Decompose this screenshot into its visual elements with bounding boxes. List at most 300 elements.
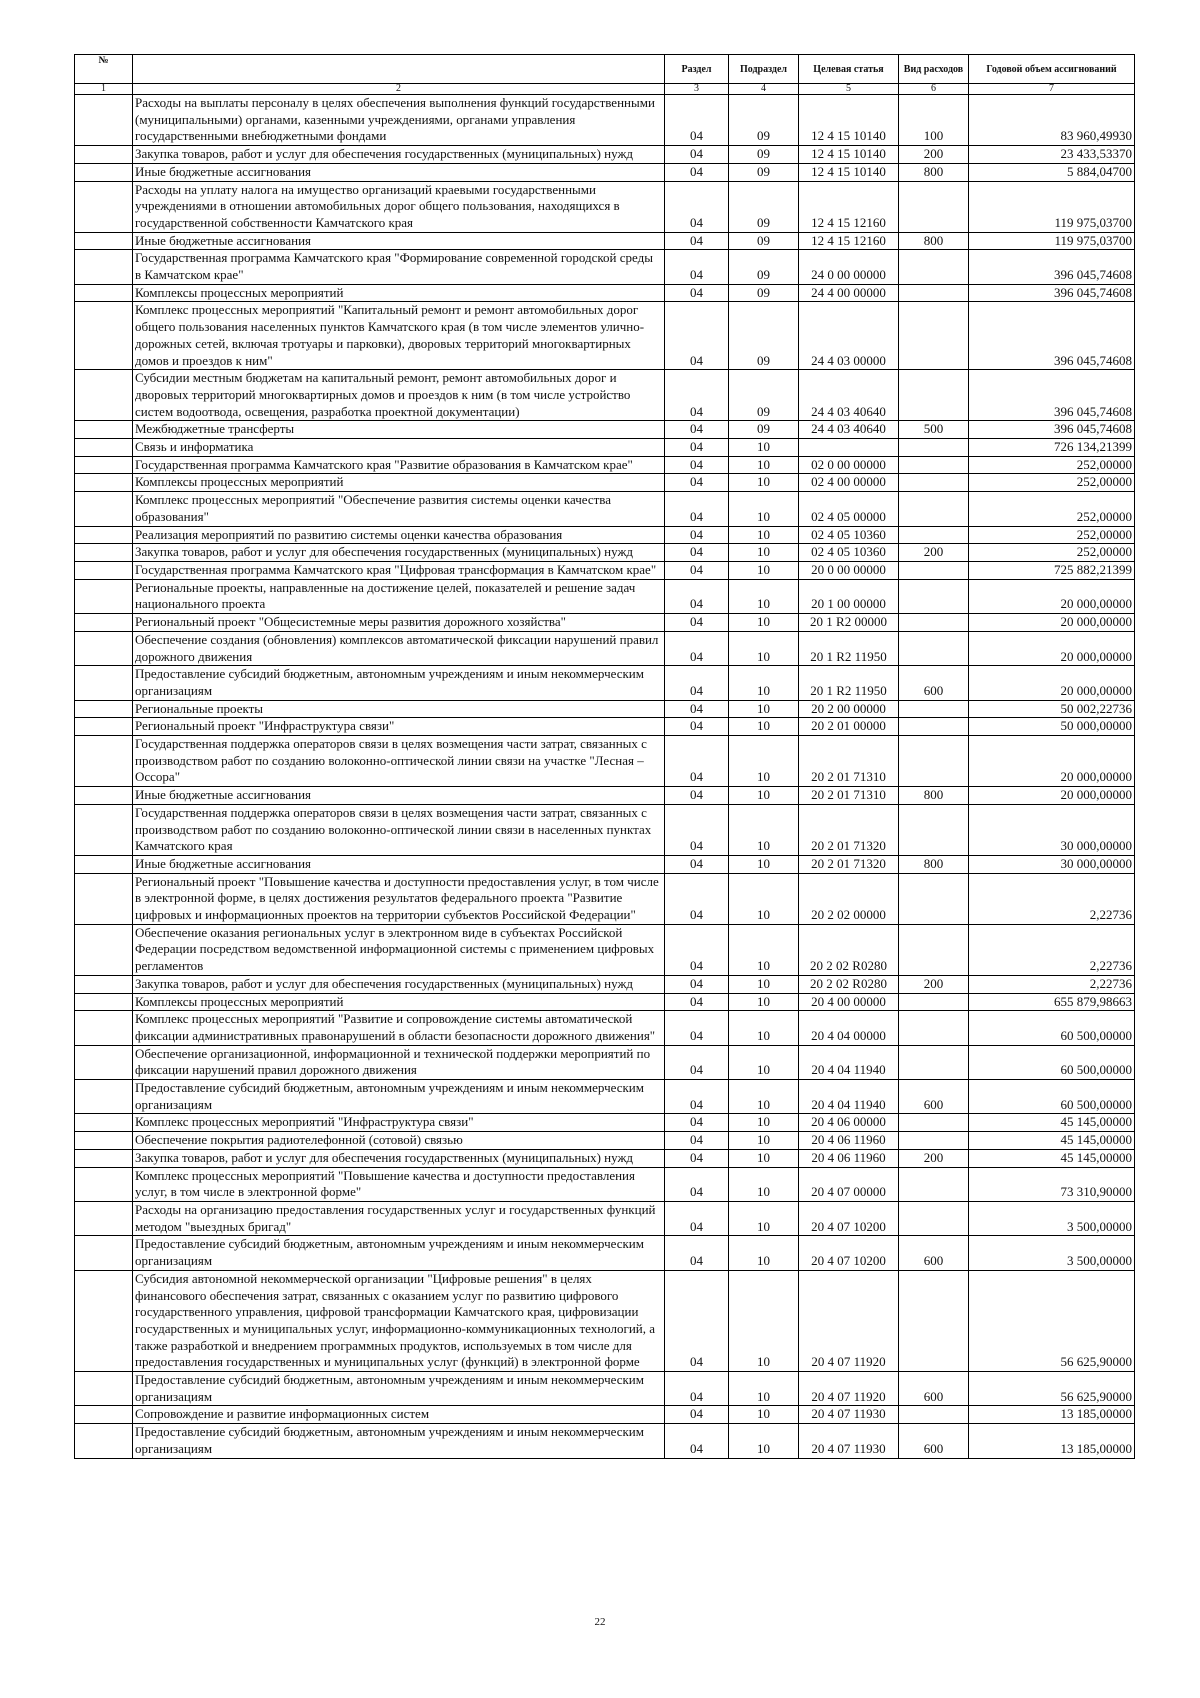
row-number-cell xyxy=(75,146,133,164)
table-row xyxy=(75,439,1135,457)
row-amount: 725 882,21399 xyxy=(969,561,1135,579)
row-target: 20 0 00 00000 xyxy=(799,561,899,579)
row-number-cell xyxy=(75,700,133,718)
row-name: Комплексы процессных мероприятий xyxy=(133,474,665,492)
row-subsection: 10 xyxy=(729,544,799,562)
row-expense-type xyxy=(899,614,969,632)
row-section: 04 xyxy=(665,1149,729,1167)
header-annual: Годовой объем ассигнований xyxy=(969,55,1135,84)
row-subsection: 09 xyxy=(729,421,799,439)
row-number-cell xyxy=(75,873,133,924)
row-target: 24 4 03 40640 xyxy=(799,370,899,421)
row-subsection: 10 xyxy=(729,736,799,787)
row-subsection: 09 xyxy=(729,163,799,181)
budget-table-sheet xyxy=(74,54,1134,1459)
row-expense-type: 600 xyxy=(899,1080,969,1114)
table-row xyxy=(75,232,1135,250)
row-subsection: 10 xyxy=(729,666,799,700)
row-subsection: 09 xyxy=(729,95,799,146)
row-section: 04 xyxy=(665,232,729,250)
row-expense-type xyxy=(899,1167,969,1201)
row-number-cell xyxy=(75,232,133,250)
table-row xyxy=(75,736,1135,787)
header-number-row xyxy=(75,84,1135,95)
row-name: Комплекс процессных мероприятий "Инфраструктура связи" xyxy=(133,1114,665,1132)
row-expense-type: 100 xyxy=(899,95,969,146)
row-name: Предоставление субсидий бюджетным, автономным учреждениям и иным некоммерческим организациям xyxy=(133,1372,665,1406)
row-number-cell xyxy=(75,614,133,632)
row-subsection: 10 xyxy=(729,1114,799,1132)
table-row xyxy=(75,302,1135,370)
row-subsection: 10 xyxy=(729,1167,799,1201)
row-number-cell xyxy=(75,787,133,805)
row-name: Межбюджетные трансферты xyxy=(133,421,665,439)
table-row xyxy=(75,370,1135,421)
row-number-cell xyxy=(75,561,133,579)
header-num-7: 7 xyxy=(969,84,1135,95)
row-subsection: 10 xyxy=(729,1149,799,1167)
row-expense-type xyxy=(899,492,969,526)
table-row xyxy=(75,1372,1135,1406)
row-name: Закупка товаров, работ и услуг для обеспечения государственных (муниципальных) нужд xyxy=(133,544,665,562)
row-amount: 252,00000 xyxy=(969,492,1135,526)
row-section: 04 xyxy=(665,1080,729,1114)
row-subsection: 10 xyxy=(729,526,799,544)
row-section: 04 xyxy=(665,302,729,370)
row-section: 04 xyxy=(665,370,729,421)
row-subsection: 10 xyxy=(729,855,799,873)
row-subsection: 10 xyxy=(729,1011,799,1045)
row-target: 12 4 15 10140 xyxy=(799,95,899,146)
row-name: Комплекс процессных мероприятий "Повышение качества и доступности предоставления услуг, в том числе в электронной форме" xyxy=(133,1167,665,1201)
row-expense-type xyxy=(899,700,969,718)
row-name: Сопровождение и развитие информационных систем xyxy=(133,1406,665,1424)
row-amount: 20 000,00000 xyxy=(969,614,1135,632)
row-amount: 396 045,74608 xyxy=(969,421,1135,439)
row-expense-type xyxy=(899,474,969,492)
row-section: 04 xyxy=(665,666,729,700)
row-amount: 396 045,74608 xyxy=(969,302,1135,370)
row-number-cell xyxy=(75,1132,133,1150)
row-target: 20 4 07 11920 xyxy=(799,1372,899,1406)
row-expense-type xyxy=(899,1114,969,1132)
table-row xyxy=(75,718,1135,736)
row-number-cell xyxy=(75,544,133,562)
row-number-cell xyxy=(75,1424,133,1458)
row-name: Обеспечение оказания региональных услуг в электронном виде в субъектах Российской Федерации посредством ведомственной информационной системы с применением цифровых регламентов xyxy=(133,924,665,975)
row-target: 20 1 R2 00000 xyxy=(799,614,899,632)
table-body xyxy=(75,95,1135,1459)
row-number-cell xyxy=(75,1270,133,1371)
row-target: 20 2 02 00000 xyxy=(799,873,899,924)
row-amount: 30 000,00000 xyxy=(969,804,1135,855)
row-number-cell xyxy=(75,370,133,421)
row-name: Обеспечение покрытия радиотелефонной (сотовой) связью xyxy=(133,1132,665,1150)
row-name: Реализация мероприятий по развитию системы оценки качества образования xyxy=(133,526,665,544)
row-name: Иные бюджетные ассигнования xyxy=(133,163,665,181)
header-section: Раздел xyxy=(665,55,729,84)
table-row xyxy=(75,492,1135,526)
budget-table xyxy=(74,54,1135,1459)
row-amount: 13 185,00000 xyxy=(969,1406,1135,1424)
row-target: 20 4 07 11930 xyxy=(799,1406,899,1424)
row-section: 04 xyxy=(665,993,729,1011)
row-name: Расходы на уплату налога на имущество организаций краевыми государственными учреждениями в отношении автомобильных дорог общего пользования, находящихся в государственной собственности Камчатского края xyxy=(133,181,665,232)
row-name: Региональный проект "Повышение качества и доступности предоставления услуг, в том числе в электронной форме, в целях достижения результатов федерального проекта "Развитие цифровых и информационных проектов на территории субъектов Российской Федерации" xyxy=(133,873,665,924)
row-amount: 23 433,53370 xyxy=(969,146,1135,164)
row-target: 02 4 00 00000 xyxy=(799,474,899,492)
row-section: 04 xyxy=(665,787,729,805)
row-subsection: 10 xyxy=(729,1270,799,1371)
row-target: 20 4 04 11940 xyxy=(799,1045,899,1079)
row-expense-type: 800 xyxy=(899,787,969,805)
row-expense-type xyxy=(899,456,969,474)
row-amount: 20 000,00000 xyxy=(969,736,1135,787)
row-target: 20 2 00 00000 xyxy=(799,700,899,718)
row-subsection: 10 xyxy=(729,924,799,975)
row-subsection: 10 xyxy=(729,1202,799,1236)
row-number-cell xyxy=(75,1202,133,1236)
row-target: 12 4 15 12160 xyxy=(799,181,899,232)
row-amount: 60 500,00000 xyxy=(969,1011,1135,1045)
row-number-cell xyxy=(75,579,133,613)
row-subsection: 10 xyxy=(729,700,799,718)
row-target: 20 4 07 00000 xyxy=(799,1167,899,1201)
table-row xyxy=(75,1236,1135,1270)
row-section: 04 xyxy=(665,1406,729,1424)
table-row xyxy=(75,1424,1135,1458)
row-target: 20 4 00 00000 xyxy=(799,993,899,1011)
table-row xyxy=(75,1149,1135,1167)
row-name: Региональные проекты, направленные на достижение целей, показателей и решение задач национального проекта xyxy=(133,579,665,613)
table-row xyxy=(75,146,1135,164)
table-row xyxy=(75,561,1135,579)
row-number-cell xyxy=(75,456,133,474)
row-expense-type: 200 xyxy=(899,544,969,562)
row-expense-type xyxy=(899,873,969,924)
row-section: 04 xyxy=(665,1372,729,1406)
row-subsection: 10 xyxy=(729,1045,799,1079)
header-no: № xyxy=(75,55,133,84)
row-target: 12 4 15 10140 xyxy=(799,146,899,164)
row-section: 04 xyxy=(665,1202,729,1236)
row-amount: 396 045,74608 xyxy=(969,370,1135,421)
row-section: 04 xyxy=(665,544,729,562)
row-number-cell xyxy=(75,736,133,787)
row-section: 04 xyxy=(665,631,729,665)
header-num-2: 2 xyxy=(133,84,665,95)
row-expense-type xyxy=(899,302,969,370)
row-section: 04 xyxy=(665,1045,729,1079)
row-subsection: 10 xyxy=(729,1080,799,1114)
row-target xyxy=(799,439,899,457)
row-target: 20 1 R2 11950 xyxy=(799,631,899,665)
row-name: Обеспечение организационной, информационной и технической поддержки мероприятий по фиксации нарушений правил дорожного движения xyxy=(133,1045,665,1079)
row-name: Региональные проекты xyxy=(133,700,665,718)
table-row xyxy=(75,579,1135,613)
row-target: 20 4 07 11920 xyxy=(799,1270,899,1371)
row-name: Предоставление субсидий бюджетным, автономным учреждениям и иным некоммерческим организациям xyxy=(133,1236,665,1270)
row-subsection: 10 xyxy=(729,561,799,579)
row-amount: 60 500,00000 xyxy=(969,1045,1135,1079)
row-amount: 2,22736 xyxy=(969,924,1135,975)
row-expense-type xyxy=(899,439,969,457)
row-amount: 396 045,74608 xyxy=(969,284,1135,302)
row-number-cell xyxy=(75,1372,133,1406)
row-name: Государственная программа Камчатского края "Формирование современной городской среды в Камчатском крае" xyxy=(133,250,665,284)
table-row xyxy=(75,1045,1135,1079)
row-section: 04 xyxy=(665,614,729,632)
row-subsection: 10 xyxy=(729,1424,799,1458)
row-target: 20 2 01 71320 xyxy=(799,804,899,855)
row-name: Комплекс процессных мероприятий "Развитие и сопровождение системы автоматической фиксации административных правонарушений в области безопасности дорожного движения" xyxy=(133,1011,665,1045)
header-num-4: 4 xyxy=(729,84,799,95)
row-name: Государственная программа Камчатского края "Цифровая трансформация в Камчатском крае" xyxy=(133,561,665,579)
row-number-cell xyxy=(75,284,133,302)
table-row xyxy=(75,700,1135,718)
row-section: 04 xyxy=(665,804,729,855)
row-expense-type xyxy=(899,1011,969,1045)
row-number-cell xyxy=(75,1080,133,1114)
row-amount: 45 145,00000 xyxy=(969,1114,1135,1132)
table-row xyxy=(75,181,1135,232)
table-row xyxy=(75,250,1135,284)
row-expense-type xyxy=(899,993,969,1011)
row-name: Расходы на выплаты персоналу в целях обеспечения выполнения функций государственными (муниципальными) органами, казенными учреждениями, органами управления государственными внебюджетными фондами xyxy=(133,95,665,146)
row-expense-type xyxy=(899,1406,969,1424)
row-section: 04 xyxy=(665,1011,729,1045)
row-name: Комплексы процессных мероприятий xyxy=(133,993,665,1011)
row-subsection: 10 xyxy=(729,579,799,613)
table-row xyxy=(75,474,1135,492)
table-row xyxy=(75,804,1135,855)
row-target: 20 4 07 10200 xyxy=(799,1236,899,1270)
row-expense-type xyxy=(899,284,969,302)
row-subsection: 10 xyxy=(729,1372,799,1406)
row-name: Закупка товаров, работ и услуг для обеспечения государственных (муниципальных) нужд xyxy=(133,975,665,993)
row-subsection: 10 xyxy=(729,993,799,1011)
row-number-cell xyxy=(75,993,133,1011)
row-section: 04 xyxy=(665,1236,729,1270)
row-subsection: 10 xyxy=(729,1132,799,1150)
row-name: Субсидии местным бюджетам на капитальный ремонт, ремонт автомобильных дорог и дворовых территорий многоквартирных домов и проездов к ним (в том числе устройство систем водоотвода, освещения, разработка проектной документации) xyxy=(133,370,665,421)
table-row xyxy=(75,1167,1135,1201)
row-subsection: 10 xyxy=(729,873,799,924)
row-number-cell xyxy=(75,924,133,975)
row-subsection: 10 xyxy=(729,1236,799,1270)
header-num-6: 6 xyxy=(899,84,969,95)
row-name: Предоставление субсидий бюджетным, автономным учреждениям и иным некоммерческим организациям xyxy=(133,1424,665,1458)
row-expense-type xyxy=(899,1132,969,1150)
row-amount: 50 002,22736 xyxy=(969,700,1135,718)
row-subsection: 10 xyxy=(729,631,799,665)
row-target: 20 2 02 R0280 xyxy=(799,924,899,975)
row-number-cell xyxy=(75,1011,133,1045)
row-amount: 56 625,90000 xyxy=(969,1270,1135,1371)
row-expense-type xyxy=(899,718,969,736)
row-name: Предоставление субсидий бюджетным, автономным учреждениям и иным некоммерческим организациям xyxy=(133,1080,665,1114)
row-target: 20 4 06 11960 xyxy=(799,1149,899,1167)
row-expense-type xyxy=(899,579,969,613)
row-amount: 13 185,00000 xyxy=(969,1424,1135,1458)
row-section: 04 xyxy=(665,250,729,284)
row-expense-type: 600 xyxy=(899,1372,969,1406)
header-subsection: Подраздел xyxy=(729,55,799,84)
table-row xyxy=(75,666,1135,700)
row-amount: 655 879,98663 xyxy=(969,993,1135,1011)
page-number: 22 xyxy=(594,1616,606,1628)
row-amount: 5 884,04700 xyxy=(969,163,1135,181)
row-amount: 2,22736 xyxy=(969,873,1135,924)
table-row xyxy=(75,873,1135,924)
table-row xyxy=(75,526,1135,544)
row-expense-type xyxy=(899,1045,969,1079)
row-target: 20 4 07 10200 xyxy=(799,1202,899,1236)
table-row xyxy=(75,993,1135,1011)
table-row xyxy=(75,1406,1135,1424)
row-amount: 119 975,03700 xyxy=(969,181,1135,232)
row-subsection: 09 xyxy=(729,250,799,284)
row-amount: 2,22736 xyxy=(969,975,1135,993)
table-row xyxy=(75,1202,1135,1236)
row-section: 04 xyxy=(665,873,729,924)
table-row xyxy=(75,1270,1135,1371)
row-section: 04 xyxy=(665,579,729,613)
row-amount: 30 000,00000 xyxy=(969,855,1135,873)
row-number-cell xyxy=(75,302,133,370)
row-expense-type xyxy=(899,370,969,421)
header-name xyxy=(133,55,665,84)
row-subsection: 10 xyxy=(729,492,799,526)
row-name: Иные бюджетные ассигнования xyxy=(133,232,665,250)
row-subsection: 10 xyxy=(729,1406,799,1424)
row-section: 04 xyxy=(665,561,729,579)
row-section: 04 xyxy=(665,181,729,232)
table-row xyxy=(75,163,1135,181)
row-name: Расходы на организацию предоставления государственных услуг и государственных функций методом "выездных бригад" xyxy=(133,1202,665,1236)
row-number-cell xyxy=(75,631,133,665)
row-expense-type: 600 xyxy=(899,1424,969,1458)
row-amount: 60 500,00000 xyxy=(969,1080,1135,1114)
row-section: 04 xyxy=(665,736,729,787)
row-expense-type: 200 xyxy=(899,146,969,164)
row-number-cell xyxy=(75,1406,133,1424)
row-section: 04 xyxy=(665,492,729,526)
row-name: Субсидия автономной некоммерческой организации "Цифровые решения" в целях финансового обеспечения затрат, связанных с оказанием услуг по развитию цифрового государственного управления, цифровой трансформации Камчатского края, цифровизации государственных и муниципальных услуг, информационно-коммуникационных технологий, а также разработкой и внедрением программных продуктов, используемых в том числе для предоставления государственных и муниципальных услуг (функций) в электронной форме xyxy=(133,1270,665,1371)
row-target: 12 4 15 10140 xyxy=(799,163,899,181)
row-name: Иные бюджетные ассигнования xyxy=(133,787,665,805)
row-section: 04 xyxy=(665,163,729,181)
header-target: Целевая статья xyxy=(799,55,899,84)
row-subsection: 10 xyxy=(729,718,799,736)
row-amount: 119 975,03700 xyxy=(969,232,1135,250)
row-target: 02 0 00 00000 xyxy=(799,456,899,474)
row-amount: 73 310,90000 xyxy=(969,1167,1135,1201)
row-expense-type xyxy=(899,181,969,232)
table-row xyxy=(75,787,1135,805)
table-row xyxy=(75,421,1135,439)
row-name: Связь и информатика xyxy=(133,439,665,457)
row-target: 20 4 06 11960 xyxy=(799,1132,899,1150)
row-expense-type xyxy=(899,561,969,579)
row-subsection: 10 xyxy=(729,614,799,632)
row-target: 24 4 03 00000 xyxy=(799,302,899,370)
row-section: 04 xyxy=(665,1424,729,1458)
row-amount: 252,00000 xyxy=(969,456,1135,474)
row-amount: 20 000,00000 xyxy=(969,579,1135,613)
row-subsection: 09 xyxy=(729,232,799,250)
row-name: Обеспечение создания (обновления) комплексов автоматической фиксации нарушений правил дорожного движения xyxy=(133,631,665,665)
row-subsection: 10 xyxy=(729,474,799,492)
row-section: 04 xyxy=(665,284,729,302)
row-target: 20 2 01 71320 xyxy=(799,855,899,873)
row-number-cell xyxy=(75,855,133,873)
row-subsection: 10 xyxy=(729,439,799,457)
row-amount: 3 500,00000 xyxy=(969,1236,1135,1270)
table-row xyxy=(75,1132,1135,1150)
row-section: 04 xyxy=(665,95,729,146)
row-subsection: 10 xyxy=(729,456,799,474)
row-name: Закупка товаров, работ и услуг для обеспечения государственных (муниципальных) нужд xyxy=(133,146,665,164)
row-expense-type: 200 xyxy=(899,1149,969,1167)
row-name: Государственная поддержка операторов связи в целях возмещения части затрат, связанных с производством работ по созданию волоконно-оптической линии связи на участке "Лесная – Оссора" xyxy=(133,736,665,787)
row-expense-type xyxy=(899,250,969,284)
row-amount: 396 045,74608 xyxy=(969,250,1135,284)
row-expense-type: 200 xyxy=(899,975,969,993)
row-subsection: 09 xyxy=(729,302,799,370)
row-amount: 45 145,00000 xyxy=(969,1132,1135,1150)
row-amount: 252,00000 xyxy=(969,544,1135,562)
row-name: Иные бюджетные ассигнования xyxy=(133,855,665,873)
row-expense-type: 600 xyxy=(899,666,969,700)
row-target: 20 1 00 00000 xyxy=(799,579,899,613)
row-subsection: 09 xyxy=(729,181,799,232)
row-target: 24 4 03 40640 xyxy=(799,421,899,439)
row-section: 04 xyxy=(665,146,729,164)
row-target: 20 2 01 71310 xyxy=(799,736,899,787)
table-row xyxy=(75,284,1135,302)
table-row xyxy=(75,855,1135,873)
row-name: Региональный проект "Инфраструктура связи" xyxy=(133,718,665,736)
row-target: 20 2 02 R0280 xyxy=(799,975,899,993)
row-subsection: 10 xyxy=(729,787,799,805)
row-section: 04 xyxy=(665,474,729,492)
row-number-cell xyxy=(75,492,133,526)
row-target: 20 4 04 00000 xyxy=(799,1011,899,1045)
row-expense-type xyxy=(899,736,969,787)
row-target: 02 4 05 10360 xyxy=(799,526,899,544)
row-subsection: 10 xyxy=(729,975,799,993)
row-section: 04 xyxy=(665,1132,729,1150)
row-number-cell xyxy=(75,718,133,736)
row-number-cell xyxy=(75,474,133,492)
row-amount: 20 000,00000 xyxy=(969,631,1135,665)
row-expense-type xyxy=(899,631,969,665)
row-number-cell xyxy=(75,1114,133,1132)
row-name: Закупка товаров, работ и услуг для обеспечения государственных (муниципальных) нужд xyxy=(133,1149,665,1167)
row-name: Государственная поддержка операторов связи в целях возмещения части затрат, связанных с производством работ по созданию волоконно-оптической линии связи в населенных пунктах Камчатского края xyxy=(133,804,665,855)
table-row xyxy=(75,1114,1135,1132)
header-num-5: 5 xyxy=(799,84,899,95)
row-section: 04 xyxy=(665,700,729,718)
row-number-cell xyxy=(75,439,133,457)
row-expense-type: 800 xyxy=(899,232,969,250)
row-number-cell xyxy=(75,975,133,993)
row-amount: 252,00000 xyxy=(969,526,1135,544)
row-expense-type: 800 xyxy=(899,855,969,873)
row-number-cell xyxy=(75,421,133,439)
row-section: 04 xyxy=(665,1167,729,1201)
